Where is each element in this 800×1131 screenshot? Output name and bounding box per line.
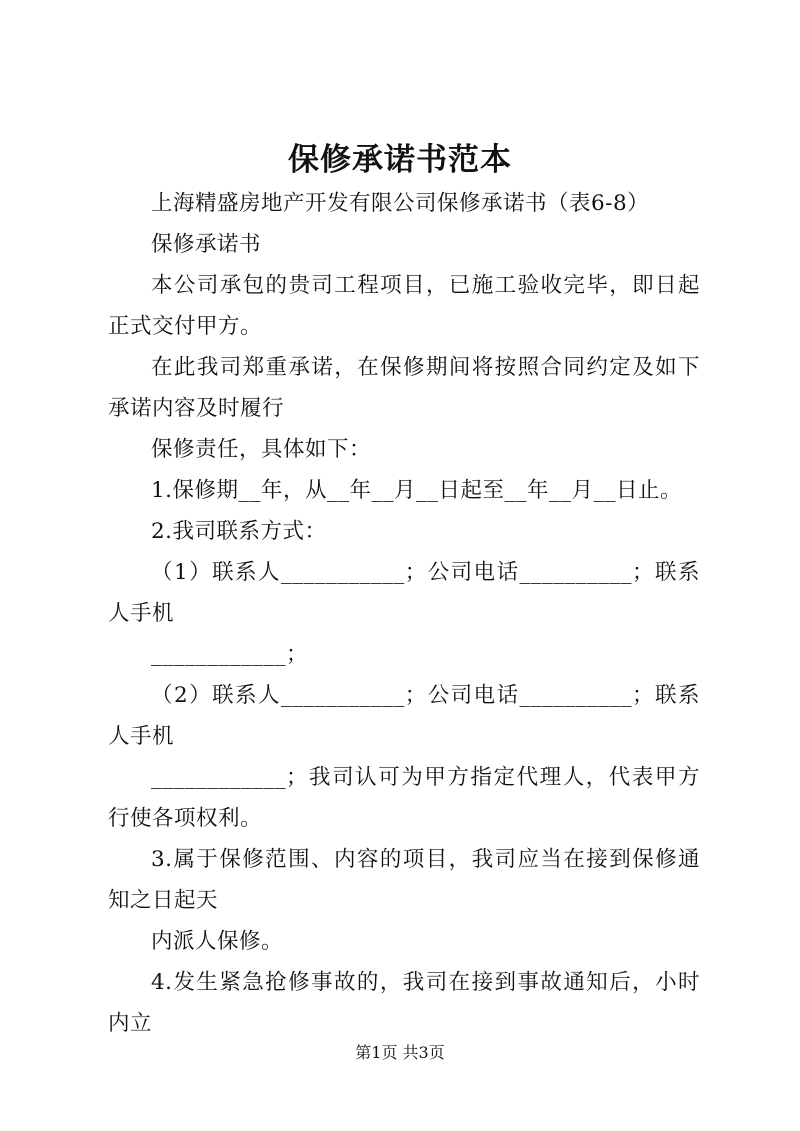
paragraph-subtitle: 保修承诺书 bbox=[151, 232, 262, 257]
paragraph-commitment: 在此我司郑重承诺，在保修期间将按照合同约定及如下承诺内容及时履行 bbox=[108, 355, 700, 421]
document-body bbox=[108, 183, 700, 1044]
paragraph-contact-2: （2）联系人___________；公司电话__________；联系人手机 bbox=[108, 683, 700, 749]
paragraph-warranty-period: 1.保修期__年，从__年__月__日起至__年__月__日止。 bbox=[151, 478, 683, 503]
paragraph-item-3-cont: 内派人保修。 bbox=[151, 929, 284, 954]
paragraph-contact-2-agent: ____________；我司认可为甲方指定代理人，代表甲方行使各项权利。 bbox=[108, 765, 700, 831]
paragraph-responsibility: 保修责任，具体如下： bbox=[151, 437, 372, 462]
document-title: 保修承诺书范本 bbox=[288, 142, 512, 178]
paragraph-item-4: 4.发生紧急抢修事故的，我司在接到事故通知后，小时内立 bbox=[108, 970, 700, 1036]
paragraph-item-3: 3.属于保修范围、内容的项目，我司应当在接到保修通知之日起天 bbox=[108, 847, 700, 913]
page-footer: 第1页 共3页 bbox=[355, 1043, 445, 1062]
paragraph-contact-1: （1）联系人___________；公司电话__________；联系人手机 bbox=[108, 560, 700, 626]
paragraph-intro: 本公司承包的贵司工程项目，已施工验收完毕，即日起正式交付甲方。 bbox=[108, 273, 700, 339]
paragraph-contact-1-mobile: ____________； bbox=[151, 642, 309, 667]
paragraph-contact-heading: 2.我司联系方式： bbox=[151, 519, 327, 544]
paragraph-company-heading: 上海精盛房地产开发有限公司保修承诺书（表6-8） bbox=[151, 191, 650, 216]
